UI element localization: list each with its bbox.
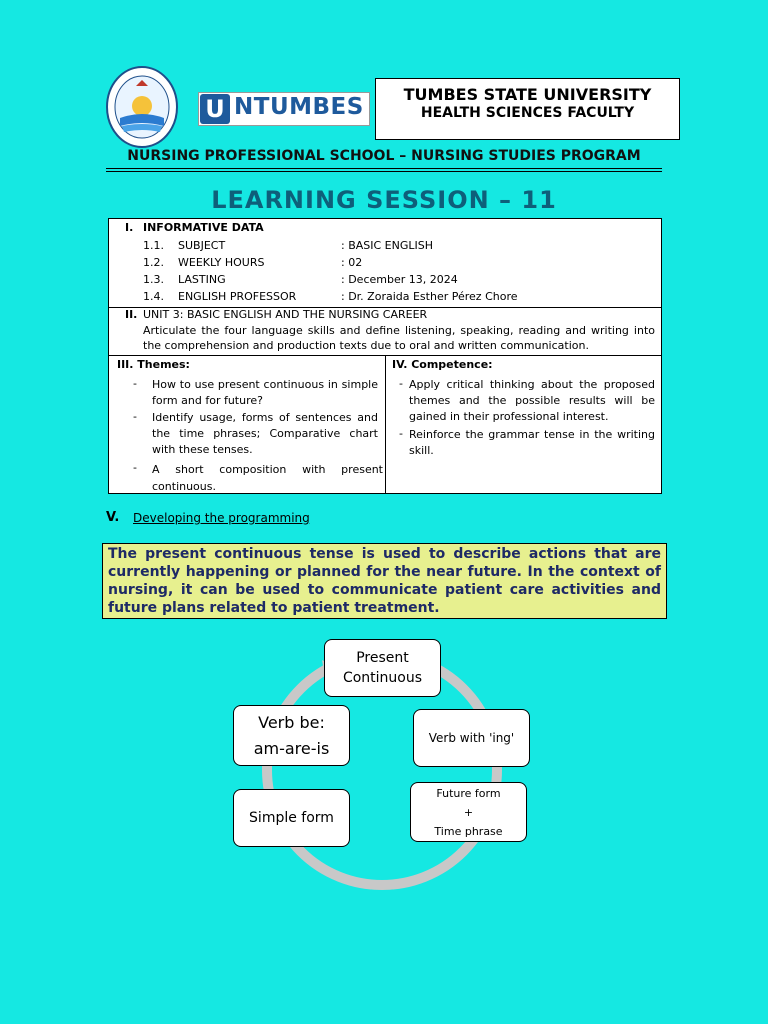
row-number: 1.2.	[143, 256, 164, 269]
node-line: am-are-is	[253, 738, 330, 758]
bullet: -	[133, 410, 137, 423]
node-line: Continuous	[342, 670, 423, 686]
bullet: -	[399, 377, 403, 390]
cycle-node-verb-be	[233, 705, 350, 766]
row-value: : December 13, 2024	[341, 273, 458, 286]
row-label: WEEKLY HOURS	[178, 256, 265, 269]
themes-heading: III. Themes:	[117, 358, 190, 371]
page-title: LEARNING SESSION – 11	[211, 186, 557, 214]
row-value: : BASIC ENGLISH	[341, 239, 434, 252]
node-line: +	[463, 805, 474, 819]
row-number: 1.3.	[143, 273, 164, 286]
node-line: Future form	[436, 786, 501, 800]
bullet: -	[133, 461, 137, 474]
section-heading: INFORMATIVE DATA	[143, 221, 264, 234]
cycle-node-future-form	[410, 782, 527, 842]
cycle-node-verb-ing	[413, 709, 530, 767]
node-line: Time phrase	[434, 824, 503, 838]
program-heading: NURSING PROFESSIONAL SCHOOL – NURSING STUDIES PROGRAM	[127, 148, 641, 164]
section-numeral: I.	[125, 221, 134, 234]
university-name: TUMBES STATE UNIVERSITY	[403, 85, 652, 104]
cycle-node-simple-form	[233, 789, 350, 847]
node-line: Verb with 'ing'	[428, 731, 515, 745]
competence-item: Reinforce the grammar tense in the writing skill.	[409, 428, 655, 457]
faculty-name: HEALTH SCIENCES FACULTY	[420, 105, 635, 121]
node-line: Present	[356, 650, 409, 666]
row-number: 1.4.	[143, 290, 164, 303]
unit-description: Articulate the four language skills and define listening, speaking, reading and writing into the comprehension and production texts due to oral and written communication.	[143, 324, 655, 352]
row-label: SUBJECT	[178, 239, 226, 252]
unit-heading: UNIT 3: BASIC ENGLISH AND THE NURSING CAREER	[143, 308, 428, 321]
competence-heading: IV. Competence:	[392, 358, 493, 371]
theme-item: Identify usage, forms of sentences and the time phrases; Comparative chart with these tenses.	[152, 411, 378, 456]
row-value: : 02	[341, 256, 363, 269]
competence-item: Apply critical thinking about the proposed themes and the possible results will be gained in their professional interest.	[409, 378, 655, 423]
ntumbes-logo-text: NTUMBES	[234, 94, 364, 120]
theme-item: A short composition with present continuous.	[152, 463, 383, 493]
theme-item: How to use present continuous in simple form and for future?	[152, 378, 378, 407]
node-line: Verb be:	[258, 712, 325, 732]
bullet: -	[133, 377, 137, 390]
row-number: 1.1.	[143, 239, 164, 252]
section-numeral: II.	[125, 308, 138, 321]
cycle-node-present-continuous	[324, 639, 441, 697]
section-v-numeral: V.	[106, 510, 120, 525]
row-label: ENGLISH PROFESSOR	[178, 290, 297, 303]
section-v-heading: Developing the programming	[133, 511, 310, 525]
row-label: LASTING	[178, 273, 226, 286]
ntumbes-logo-icon: U	[200, 94, 230, 124]
node-line: Simple form	[249, 810, 334, 826]
bullet: -	[399, 427, 403, 440]
present-continuous-callout: The present continuous tense is used to describe actions that are currently happening or planned for the near future. In the context of nursing, it can be used to communicate patient care activities and future plans related to patient treatment.	[102, 543, 667, 619]
row-value: : Dr. Zoraida Esther Pérez Chore	[341, 290, 518, 303]
